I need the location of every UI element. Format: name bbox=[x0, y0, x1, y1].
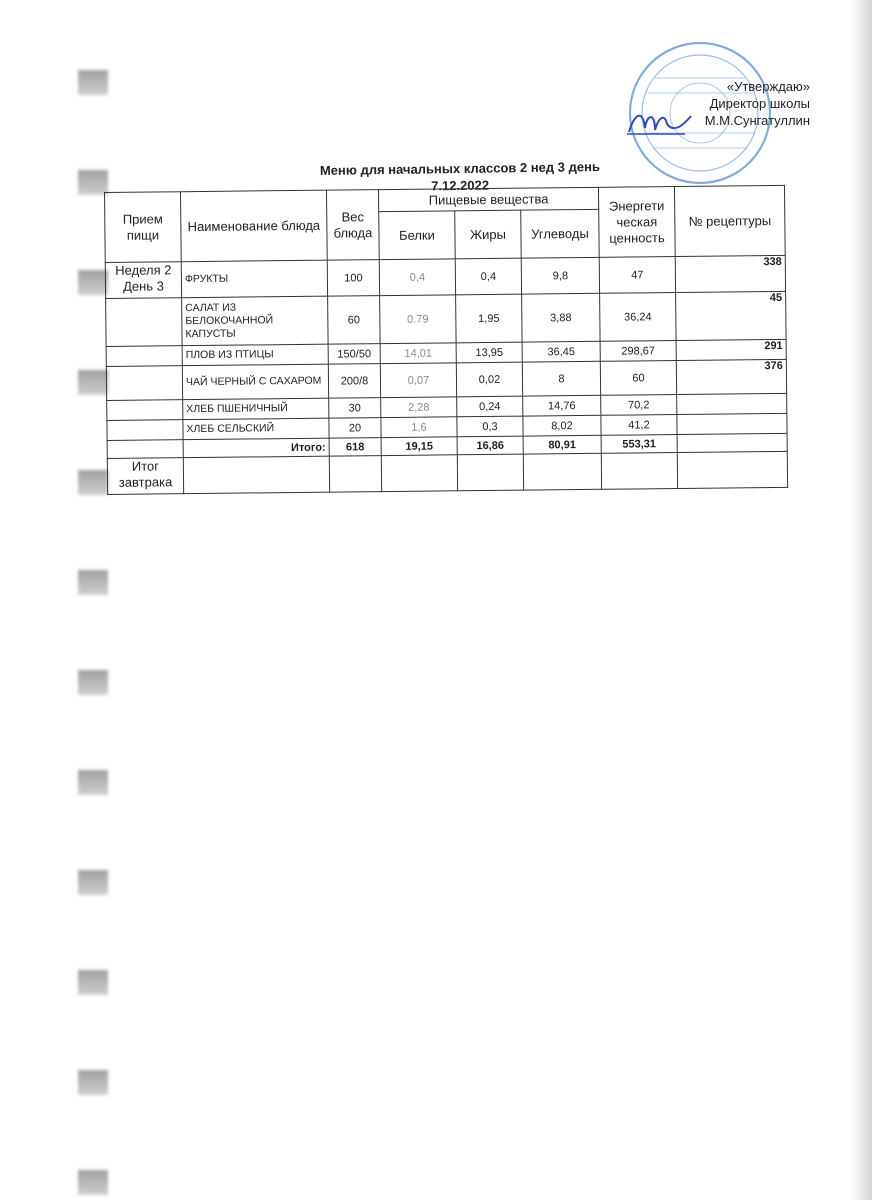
header-protein: Белки bbox=[379, 211, 455, 260]
dish-carbs: 8 bbox=[522, 361, 600, 396]
total-fat: 16,86 bbox=[457, 436, 523, 455]
meal-cell-empty bbox=[106, 366, 182, 401]
dish-name: ЧАЙ ЧЕРНЫЙ С САХАРОМ bbox=[182, 364, 328, 400]
footer-empty-cell bbox=[329, 456, 381, 493]
dish-weight: 200/8 bbox=[328, 364, 380, 399]
dish-protein: 0,07 bbox=[380, 363, 456, 398]
dish-weight: 60 bbox=[328, 296, 380, 345]
header-nutrients: Пищевые вещества bbox=[378, 187, 598, 211]
footer-label: Итог завтрака bbox=[107, 458, 183, 495]
header-energy: Энергети ческая ценность bbox=[598, 187, 675, 258]
dish-fat: 13,95 bbox=[456, 342, 522, 363]
approval-block bbox=[660, 78, 810, 129]
footer-empty-cell bbox=[601, 453, 677, 490]
dish-weight: 100 bbox=[327, 260, 379, 297]
dish-protein: 0,4 bbox=[379, 259, 455, 296]
meal-cell-empty bbox=[107, 440, 183, 459]
header-meal: Прием пищи bbox=[105, 192, 182, 263]
scan-right-edge-artifact bbox=[850, 0, 872, 1200]
dish-energy: 60 bbox=[600, 361, 676, 396]
header-fat: Жиры bbox=[455, 210, 521, 259]
dish-recipe: 291 bbox=[676, 339, 786, 360]
dish-energy: 41,2 bbox=[601, 415, 677, 436]
header-carbs: Углеводы bbox=[521, 209, 599, 258]
approval-line-1: «Утверждаю» bbox=[726, 79, 810, 94]
total-label: Итого: bbox=[183, 438, 329, 458]
total-protein: 19,15 bbox=[381, 437, 457, 456]
dish-carbs: 8,02 bbox=[523, 415, 601, 436]
dish-carbs: 36,45 bbox=[522, 341, 600, 362]
dish-fat: 0,02 bbox=[456, 362, 522, 397]
dish-energy: 36,24 bbox=[600, 293, 676, 342]
dish-carbs: 14,76 bbox=[523, 395, 601, 416]
total-recipe-empty bbox=[677, 433, 787, 452]
dish-protein: 0.79 bbox=[380, 295, 456, 344]
total-weight: 618 bbox=[329, 438, 381, 457]
dish-protein: 1,6 bbox=[381, 417, 457, 438]
total-carbs: 80,91 bbox=[523, 435, 601, 454]
footer-empty-cell bbox=[677, 451, 787, 488]
header-recipe: № рецептуры bbox=[674, 185, 785, 256]
header-weight: Вес блюда bbox=[326, 190, 379, 261]
table-row bbox=[106, 291, 786, 346]
dish-name: САЛАТ ИЗ БЕЛОКОЧАННОЙ КАПУСТЫ bbox=[182, 296, 328, 346]
meal-cell-empty bbox=[106, 298, 182, 347]
dish-weight: 150/50 bbox=[328, 344, 380, 365]
dish-name: ХЛЕБ СЕЛЬСКИЙ bbox=[183, 418, 329, 440]
meal-label: Неделя 2 День 3 bbox=[105, 262, 181, 299]
dish-recipe: 338 bbox=[675, 255, 785, 292]
dish-recipe bbox=[677, 393, 787, 414]
dish-weight: 30 bbox=[329, 398, 381, 419]
title-line-1: Меню для начальных классов 2 нед 3 день bbox=[319, 159, 600, 178]
header-dish: Наименование блюда bbox=[181, 190, 328, 262]
dish-recipe bbox=[677, 413, 787, 434]
footer-empty-cell bbox=[457, 454, 523, 491]
title-date: 7.12.2022 bbox=[431, 177, 490, 194]
dish-energy: 298,67 bbox=[600, 341, 676, 362]
dish-protein: 2,28 bbox=[381, 397, 457, 418]
dish-energy: 70,2 bbox=[601, 395, 677, 416]
menu-table bbox=[104, 185, 788, 495]
scan-left-edge-artifact bbox=[78, 0, 108, 1200]
dish-protein: 14,01 bbox=[380, 343, 456, 364]
footer-empty-cell bbox=[523, 453, 601, 490]
meal-cell-empty bbox=[106, 346, 182, 367]
footer-empty-cell bbox=[381, 455, 457, 492]
dish-fat: 0,3 bbox=[457, 416, 523, 437]
dish-fat: 1,95 bbox=[456, 294, 522, 343]
dish-fat: 0,4 bbox=[455, 258, 521, 295]
dish-fat: 0,24 bbox=[457, 396, 523, 417]
dish-weight: 20 bbox=[329, 418, 381, 439]
dish-recipe: 376 bbox=[676, 359, 786, 394]
dish-name: ПЛОВ ИЗ ПТИЦЫ bbox=[182, 344, 328, 366]
dish-recipe: 45 bbox=[676, 291, 786, 340]
meal-cell-empty bbox=[107, 400, 183, 421]
total-energy: 553,31 bbox=[601, 435, 677, 454]
dish-carbs: 3,88 bbox=[522, 293, 600, 342]
approval-line-2: Директор школы bbox=[709, 96, 810, 111]
approval-line-3: М.М.Сунгатуллин bbox=[704, 113, 810, 128]
dish-carbs: 9,8 bbox=[521, 257, 599, 294]
footer-row bbox=[107, 451, 787, 494]
dish-energy: 47 bbox=[599, 257, 675, 294]
meal-cell-empty bbox=[107, 420, 183, 441]
dish-name: ФРУКТЫ bbox=[181, 260, 327, 298]
footer-empty-cell bbox=[183, 456, 329, 494]
menu-sheet bbox=[104, 185, 788, 495]
dish-name: ХЛЕБ ПШЕНИЧНЫЙ bbox=[183, 398, 329, 420]
